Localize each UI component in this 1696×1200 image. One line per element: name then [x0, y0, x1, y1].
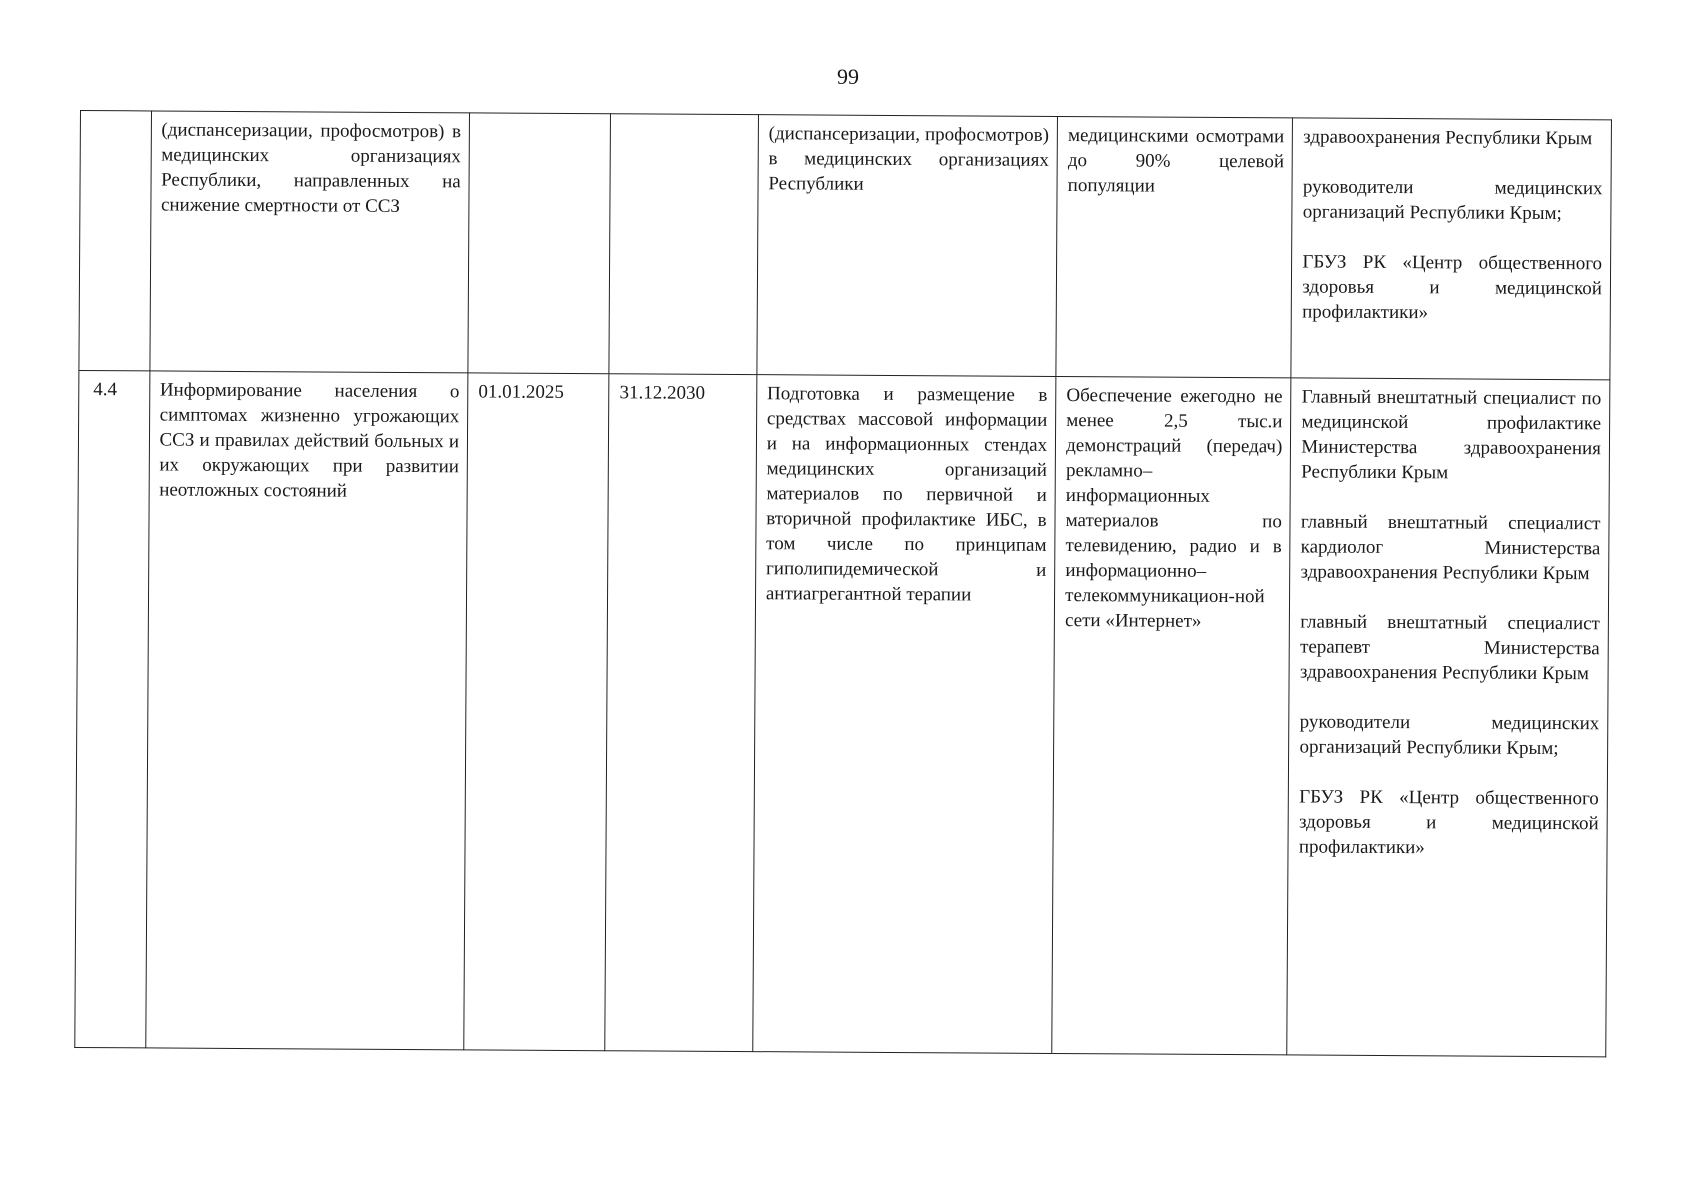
- table-row: [75, 370, 1610, 1056]
- page-number: 99: [837, 64, 859, 89]
- row-number: 4.4: [75, 370, 150, 1047]
- responsible-item: главный внештатный специалист кардиолог Министерства здравоохранения Республики Крым: [1300, 511, 1601, 585]
- responsible-item: ГБУЗ РК «Центр общественного здоровья и медицинской профилактики»: [1302, 251, 1603, 324]
- activities-cell: Подготовка и размещение в средствах массовой информации и на информационных стендах медицинских организаций материалов по первичной и вторичной профилактике ИБС, в том числе по принципам гиполипидемической и антиагрегантной терапии: [753, 375, 1056, 1054]
- responsible-item: здравоохранения Республики Крым: [1303, 126, 1593, 150]
- responsible-item: главный внештатный специалист терапевт Министерства здравоохранения Республики Крым: [1299, 611, 1600, 685]
- measures-table: [74, 110, 1612, 1057]
- responsible-item: руководители медицинских организаций Республики Крым;: [1302, 176, 1603, 225]
- activities-cell: (диспансеризации, профосмотров) в медицинских организациях Республики: [757, 115, 1058, 377]
- start-date-cell: 01.01.2025: [464, 373, 609, 1051]
- indicator-cell: медицинскими осмотрами до 90% целевой популяции: [1056, 116, 1293, 377]
- responsible-cell: [1291, 118, 1611, 380]
- start-date-cell: [468, 113, 611, 374]
- responsible-cell: [1287, 378, 1610, 1057]
- indicator-cell: Обеспечение ежегодно не менее 2,5 тыс.и демонстраций (передач) рекламно–информационных материалов по телевидению, радио и в информационно–телекоммуникацион-ной сети «Интернет»: [1052, 376, 1291, 1054]
- row-number: [79, 111, 151, 371]
- end-date-cell: [609, 114, 758, 375]
- event-cell: Информирование населения о симптомах жизненно угрожающих ССЗ и правилах действий больных и их окружающих при развитии неотложных состояний: [145, 371, 468, 1050]
- end-date-cell: 31.12.2030: [605, 374, 757, 1052]
- responsible-item: руководители медицинских организаций Республики Крым;: [1299, 711, 1600, 760]
- responsible-item: Главный внештатный специалист по медицинской профилактике Министерства здравоохранения Республики Крым: [1301, 386, 1602, 484]
- table-row: [79, 111, 1612, 380]
- responsible-item: ГБУЗ РК «Центр общественного здоровья и медицинской профилактики»: [1298, 786, 1599, 859]
- event-cell: (диспансеризации, профосмотров) в медицинских организациях Республики, направленных на снижение смертности от ССЗ: [149, 111, 469, 373]
